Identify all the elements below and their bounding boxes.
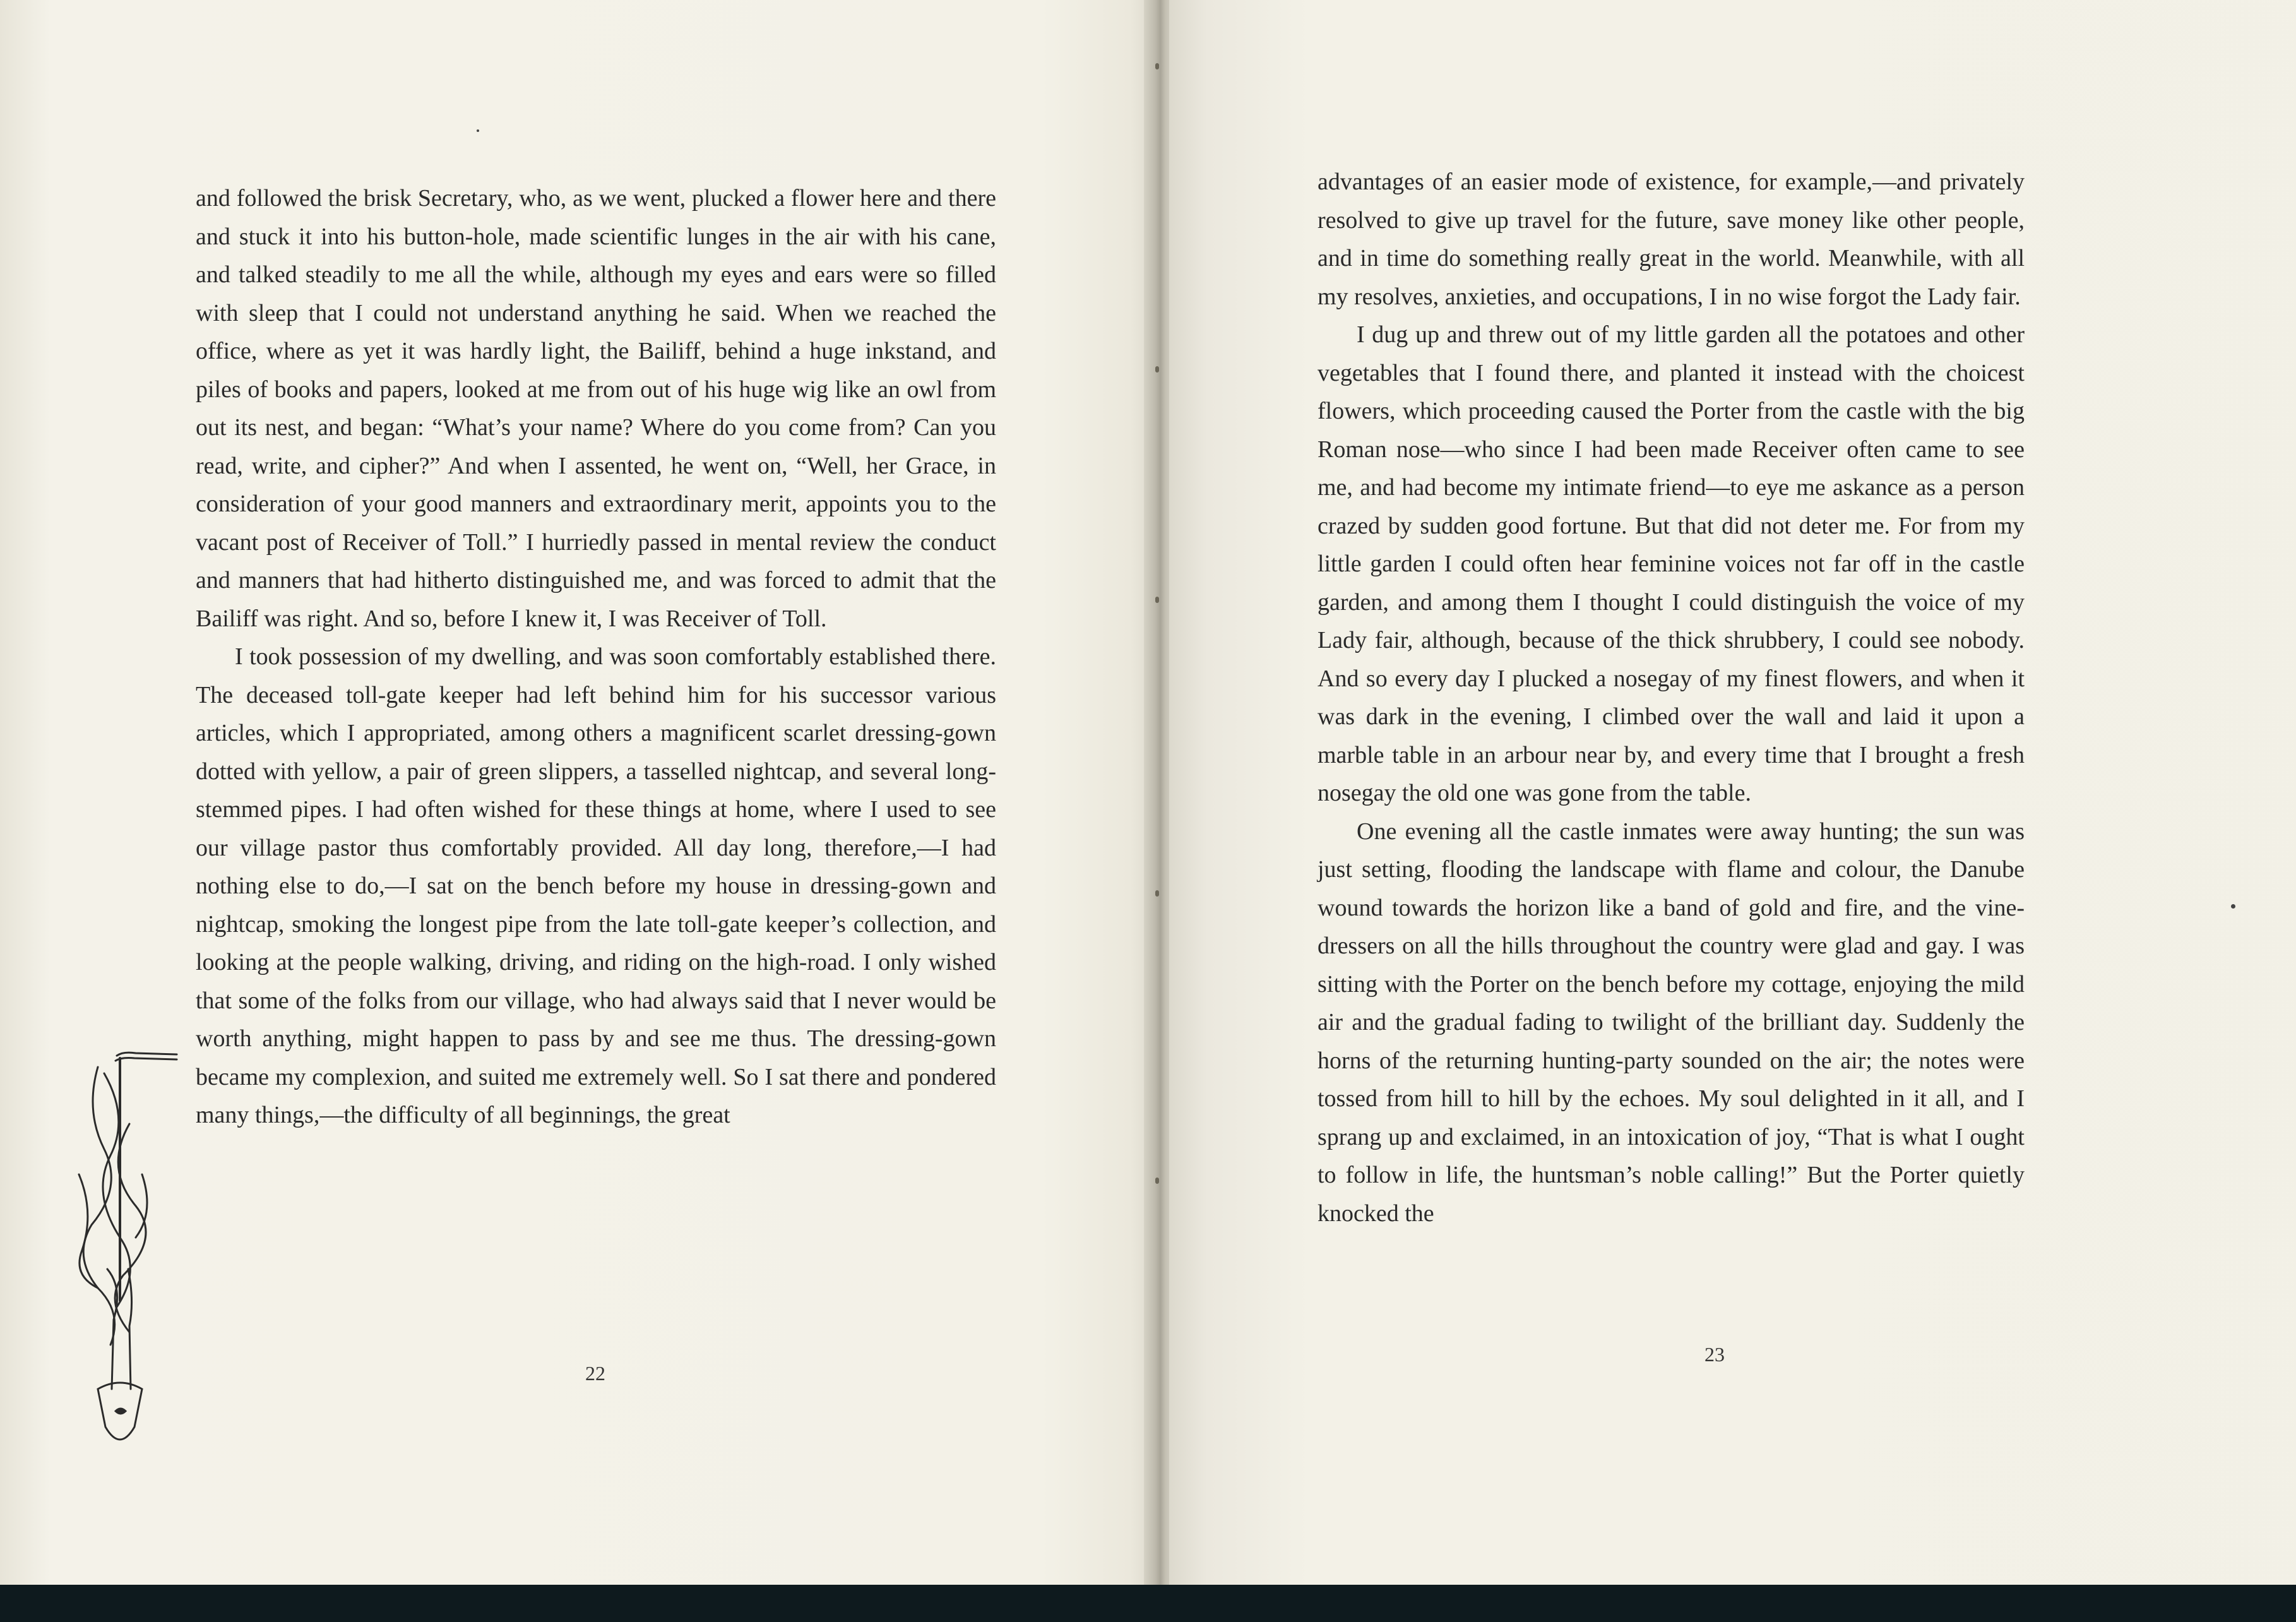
binding-stitch bbox=[1155, 1178, 1159, 1184]
paper-speck bbox=[477, 129, 479, 132]
binding-stitch bbox=[1155, 366, 1159, 373]
vine-ornament-icon bbox=[60, 1048, 186, 1458]
left-paragraph-2: I took possession of my dwelling, and was soon comfortably established there. The deceased toll-gate keeper had left behind him for his successor various articles, which I appropriated, among others a magnificent scarlet dressing-gown dotted with yellow, a pair of green slippers, a tasselled nightcap, and several long-stemmed pipes. I had often wished for these things at home, where I used to see our village pastor thus comfortably provided. All day long, therefore,—I had nothing else to do,—I sat on the bench before my house in dressing-gown and nightcap, smoking the longest pipe from the late toll-gate keeper’s collection, and looking at the people walking, driving, and riding on the high-road. I only wished that some of the folks from our village, who had always said that I never would be worth anything, might happen to pass by and see me thus. The dressing-gown became my complexion, and suited me extremely well. So I sat there and pondered many things,—the difficulty of all beginnings, the great bbox=[196, 643, 996, 1128]
binding-stitch bbox=[1155, 63, 1159, 69]
left-page-text bbox=[196, 179, 996, 1135]
right-paragraph-1: advantages of an easier mode of existence, for example,—and privately resolved to give up travel for the future, save money like other people, and in time do something really great in the world. Meanwhile, with all my resolves, anxieties, and occupations, I in no wise forgot the Lady fair. bbox=[1318, 169, 2025, 310]
left-paragraph-1: and followed the brisk Secretary, who, as we went, plucked a flower here and there and stuck it into his button-hole, made scientific lunges in the air with his cane, and talked steadily to me all the while, although my eyes and ears were so filled with sleep that I could not understand anything he said. When we reached the office, where as yet it was hardly light, the Bailiff, behind a huge inkstand, and piles of books and papers, looked at me from out of his huge wig like an owl from out its nest, and began: “What’s your name? Where do you come from? Can you read, write, and cipher?” And when I assented, he went on, “Well, her Grace, in consideration of your good manners and extraordinary merit, appoints you to the vacant post of Receiver of Toll.” I hurriedly passed in mental review the conduct and manners that had hitherto distinguished me, and was forced to admit that the Bailiff was right. And so, before I knew it, I was Receiver of Toll. bbox=[196, 185, 996, 632]
right-page bbox=[1169, 0, 2296, 1585]
background-surface bbox=[0, 1585, 2296, 1622]
right-paragraph-3: One evening all the castle inmates were away hunting; the sun was just setting, flooding the landscape with flame and colour, the Danube wound towards the horizon like a band of gold and fire, and the vine-dressers on all the hills throughout the country were glad and gay. I was sitting with the Porter on the bench before my cottage, enjoying the mild air and the gradual fading to twilight of the brilliant day. Suddenly the horns of the returning hunting-party sounded on the air; the notes were tossed from hill to hill by the echoes. My soul delighted in it all, and I sprang up and exclaimed, in an intoxication of joy, “That is what I ought to follow in life, the huntsman’s noble calling!” But the Porter quietly knocked the bbox=[1318, 818, 2025, 1227]
right-page-number: 23 bbox=[1704, 1343, 1725, 1366]
right-page-text bbox=[1318, 163, 2025, 1232]
binding-stitch bbox=[1155, 597, 1159, 603]
left-page bbox=[0, 0, 1152, 1585]
left-page-number: 22 bbox=[585, 1362, 605, 1385]
right-paragraph-2: I dug up and threw out of my little garden all the potatoes and other vegetables that I found there, and planted it instead with the choicest flowers, which proceeding caused the Porter from the castle with the big Roman nose—who since I had been made Receiver often came to see me, and had become my intimate friend—to eye me askance as a person crazed by sudden good fortune. But that did not deter me. For from my little garden I could often hear feminine voices not far off in the castle garden, and among them I thought I could distinguish the voice of my Lady fair, although, because of the thick shrubbery, I could see nobody. And so every day I plucked a nosegay of my finest flowers, and when it was dark in the evening, I climbed over the wall and laid it upon a marble table in an arbour near by, and every time that I brought a fresh nosegay the old one was gone from the table. bbox=[1318, 321, 2025, 806]
paper-speck bbox=[2231, 904, 2235, 909]
binding-stitch bbox=[1155, 890, 1159, 897]
